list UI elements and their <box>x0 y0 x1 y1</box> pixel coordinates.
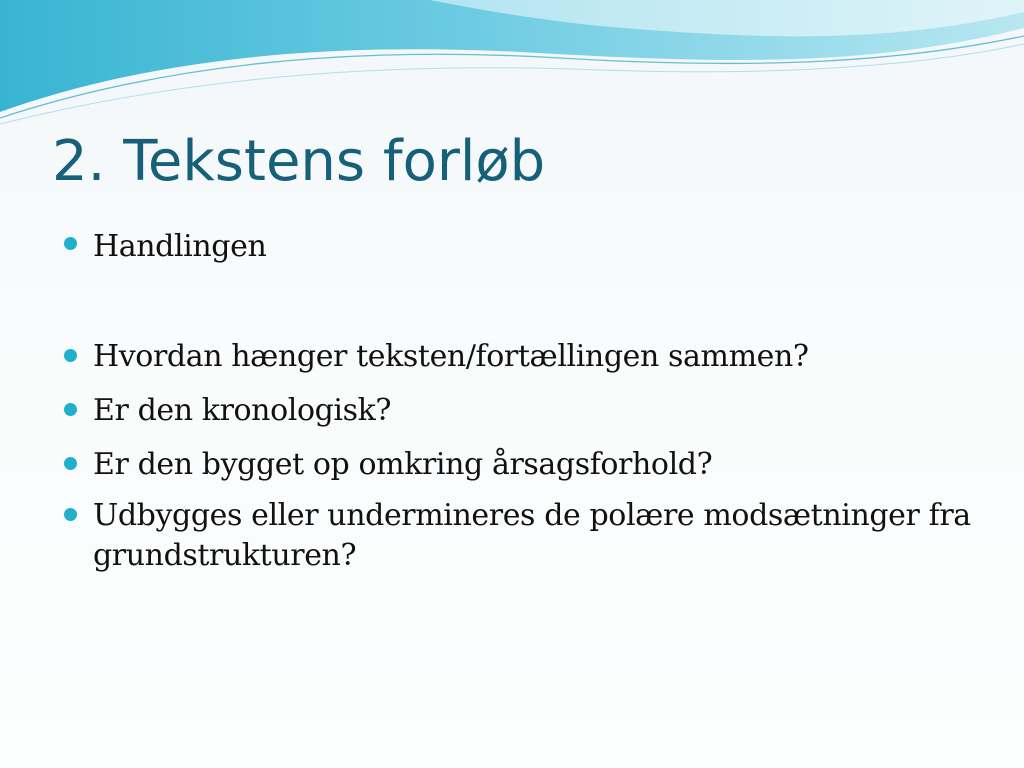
bullet-text: Udbygges eller undermineres de polære modsætninger fra grundstrukturen? <box>93 498 971 573</box>
bullet-item <box>64 390 984 432</box>
bullet-marker-icon <box>64 457 77 470</box>
bullet-marker-icon <box>64 508 77 521</box>
bullet-item <box>64 496 984 576</box>
slide-title: 2. Tekstens forløb <box>52 129 546 194</box>
bullet-marker-icon <box>64 237 77 250</box>
bullet-text: Handlingen <box>93 229 267 264</box>
bullet-text: Er den bygget op omkring årsagsforhold? <box>93 447 713 482</box>
bullet-item <box>64 336 984 378</box>
decorative-wave-header <box>0 0 1024 130</box>
bullet-marker-icon <box>64 403 77 416</box>
bullet-text: Er den kronologisk? <box>93 393 392 428</box>
bullet-list <box>64 224 984 576</box>
bullet-spacer <box>64 270 984 334</box>
bullet-marker-icon <box>64 349 77 362</box>
bullet-item <box>64 444 984 486</box>
bullet-text: Hvordan hænger teksten/fortællingen sammen? <box>93 339 809 374</box>
bullet-item <box>64 224 984 270</box>
